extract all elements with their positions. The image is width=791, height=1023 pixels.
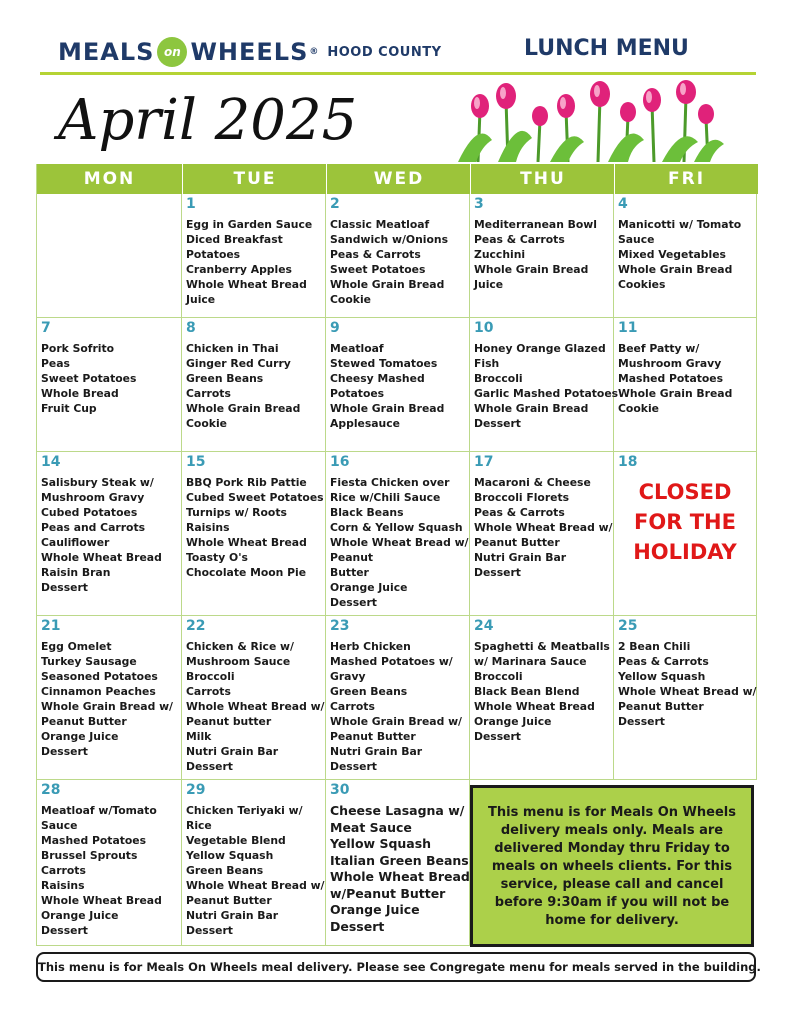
menu-item: Garlic Mashed Potatoes [474, 387, 619, 400]
menu-item: Beef Patty w/ [618, 342, 700, 355]
menu-item: Dessert [330, 596, 377, 609]
menu-item: Peanut Butter [41, 715, 127, 728]
day-cell-15 [182, 452, 326, 616]
menu-item: Whole Grain Bread [618, 263, 733, 276]
menu-item: Whole Wheat Bread [186, 536, 307, 549]
date-number: 4 [618, 196, 628, 212]
menu-item: Yellow Squash [618, 670, 706, 683]
day-cell-empty [37, 194, 182, 318]
menu-item: Mushroom Sauce [186, 655, 291, 668]
menu-item: Chicken & Rice w/ [186, 640, 294, 653]
menu-item: Butter [330, 566, 369, 579]
menu-item: Mashed Potatoes [618, 372, 724, 385]
menu-item: Dessert [474, 566, 521, 579]
menu-item: Dessert [330, 760, 377, 773]
menu-item: Turnips w/ Roots [186, 506, 287, 519]
menu-items [330, 803, 470, 935]
menu-item: Dessert [474, 730, 521, 743]
menu-items [186, 803, 325, 938]
menu-item: Mushroom Gravy [618, 357, 722, 370]
day-cell-23 [326, 616, 470, 780]
header [40, 32, 756, 72]
day-cell-21 [37, 616, 182, 780]
closed-line: FOR THE [634, 510, 736, 534]
menu-item: Juice [474, 278, 504, 291]
menu-item: Peas and Carrots [41, 521, 146, 534]
day-cell-14 [37, 452, 182, 616]
date-number: 18 [618, 454, 638, 470]
menu-item: Toasty O's [186, 551, 248, 564]
menu-item: Cubed Sweet Potatoes [186, 491, 324, 504]
menu-item: Diced Breakfast [186, 233, 283, 246]
menu-item: Carrots [186, 387, 231, 400]
date-number: 25 [618, 618, 638, 634]
menu-item: Dessert [186, 760, 233, 773]
menu-item: Macaroni & Cheese [474, 476, 591, 489]
month-title: April 2025 [58, 88, 358, 153]
menu-item: Italian Green Beans [330, 852, 469, 868]
menu-item: Zucchini [474, 248, 526, 261]
menu-item: Broccoli [474, 670, 523, 683]
menu-item: Cauliflower [41, 536, 110, 549]
menu-item: Dessert [186, 924, 233, 937]
menu-items [330, 217, 465, 307]
menu-item: Chicken Teriyaki w/ [186, 804, 303, 817]
day-cell-3 [470, 194, 614, 318]
menu-items [330, 341, 465, 431]
menu-item: Peanut Butter [474, 536, 560, 549]
menu-item: Whole Wheat Bread [41, 894, 162, 907]
day-cell-29 [182, 780, 326, 946]
menu-items [186, 341, 321, 431]
menu-item: Egg in Garden Sauce [186, 218, 313, 231]
menu-item: Meatloaf w/Tomato [41, 804, 157, 817]
menu-item: Herb Chicken [330, 640, 411, 653]
menu-item: Carrots [41, 864, 86, 877]
date-number: 16 [330, 454, 350, 470]
header-divider [40, 72, 756, 75]
menu-item: Whole Wheat Bread w/ [186, 879, 325, 892]
menu-item: Gravy [330, 670, 366, 683]
day-cell-24 [470, 616, 614, 780]
date-number: 10 [474, 320, 494, 336]
menu-item: Carrots [186, 685, 231, 698]
menu-item: Peas & Carrots [330, 248, 421, 261]
date-number: 23 [330, 618, 350, 634]
date-number: 24 [474, 618, 494, 634]
menu-item: 2 Bean Chili [618, 640, 691, 653]
day-cell-16 [326, 452, 470, 616]
menu-item: Milk [186, 730, 212, 743]
menu-item: Whole Grain Bread [474, 263, 589, 276]
menu-item: Honey Orange Glazed [474, 342, 606, 355]
menu-item: Whole Grain Bread [330, 278, 445, 291]
menu-item: Cheesy Mashed [330, 372, 425, 385]
day-header-fri: FRI [614, 164, 758, 194]
date-number: 7 [41, 320, 51, 336]
brand-logo [58, 37, 441, 67]
delivery-info-box: This menu is for Meals On Wheels delivery meals only. Meals are delivered Monday thru Friday to meals on wheels clients. For this service, please call and cancel before 9:30am if you will not be home for delivery. [470, 785, 754, 947]
menu-item: Green Beans [330, 685, 408, 698]
menu-item: Raisins [41, 879, 85, 892]
menu-item: Sauce [41, 819, 78, 832]
closed-line: CLOSED [638, 480, 732, 504]
menu-item: BBQ Pork Rib Pattie [186, 476, 307, 489]
menu-item: Peas & Carrots [474, 233, 565, 246]
date-number: 30 [330, 782, 350, 798]
menu-item: Yellow Squash [186, 849, 274, 862]
menu-item: Orange Juice [41, 909, 119, 922]
day-cell-18 [614, 452, 757, 616]
menu-item: Turkey Sausage [41, 655, 137, 668]
menu-item: Peanut [330, 551, 374, 564]
menu-item: Cookies [618, 278, 666, 291]
menu-item: Black Beans [330, 506, 404, 519]
date-number: 8 [186, 320, 196, 336]
menu-item: Rice [186, 819, 212, 832]
day-cell-7 [37, 318, 182, 452]
menu-item: Yellow Squash [330, 836, 432, 851]
menu-item: Seasoned Potatoes [41, 670, 158, 683]
day-cell-30 [326, 780, 470, 946]
menu-item: Nutri Grain Bar [330, 745, 423, 758]
menu-items [186, 217, 321, 307]
menu-item: Sauce [618, 233, 655, 246]
menu-title: LUNCH MENU [524, 36, 689, 61]
menu-item: Fiesta Chicken over [330, 476, 450, 489]
menu-items [474, 217, 609, 292]
menu-items [474, 639, 609, 744]
day-cell-4 [614, 194, 757, 318]
menu-item: Chicken in Thai [186, 342, 279, 355]
menu-item: Potatoes [330, 387, 385, 400]
menu-item: Orange Juice [474, 715, 552, 728]
menu-item: Whole Wheat Bread w/ [474, 521, 613, 534]
menu-items [330, 475, 469, 610]
closed-line: HOLIDAY [633, 540, 737, 564]
menu-item: Whole Grain Bread [474, 402, 589, 415]
menu-item: Peanut Butter [186, 894, 272, 907]
menu-item: Whole Bread [41, 387, 119, 400]
date-number: 17 [474, 454, 494, 470]
menu-item: Cookie [618, 402, 659, 415]
day-cell-1 [182, 194, 326, 318]
date-number: 22 [186, 618, 206, 634]
date-number: 3 [474, 196, 484, 212]
brand-county: HOOD COUNTY [327, 44, 442, 60]
menu-item: Dessert [618, 715, 665, 728]
date-number: 28 [41, 782, 61, 798]
menu-items [41, 475, 177, 595]
day-header-thu: THU [470, 164, 615, 194]
brand-meals: MEALS [58, 38, 155, 66]
menu-item: w/ Marinara Sauce [474, 655, 587, 668]
menu-item: Whole Grain Bread [330, 402, 445, 415]
menu-items [186, 475, 324, 580]
tulips-illustration [458, 80, 726, 162]
menu-item: Orange Juice [41, 730, 119, 743]
menu-item: Whole Grain Bread w/ [330, 715, 462, 728]
day-cell-11 [614, 318, 757, 452]
menu-item: Cookie [330, 293, 371, 306]
day-cell-2 [326, 194, 470, 318]
day-cell-28 [37, 780, 182, 946]
menu-item: Cookie [186, 417, 227, 430]
menu-items [330, 639, 465, 774]
menu-item: Peas [41, 357, 70, 370]
menu-item: Pork Sofrito [41, 342, 115, 355]
menu-item: Raisins [186, 521, 230, 534]
menu-item: Whole Grain Bread [618, 387, 733, 400]
menu-item: Orange Juice [330, 581, 408, 594]
menu-items [474, 475, 613, 580]
menu-item: Mixed Vegetables [618, 248, 726, 261]
menu-item: Whole Wheat Bread [330, 869, 470, 884]
menu-item: Nutri Grain Bar [474, 551, 567, 564]
menu-item: Dessert [330, 918, 385, 934]
menu-item: Sweet Potatoes [41, 372, 137, 385]
day-header-tue: TUE [182, 164, 327, 194]
menu-item: Broccoli [186, 670, 235, 683]
day-cell-9 [326, 318, 470, 452]
menu-item: Manicotti w/ Tomato [618, 218, 742, 231]
menu-item: Whole Wheat Bread w/ [618, 685, 757, 698]
menu-item: Egg Omelet [41, 640, 112, 653]
menu-item: Potatoes [186, 248, 241, 261]
menu-item: Brussel Sprouts [41, 849, 138, 862]
closed-notice [618, 477, 752, 567]
menu-item: Raisin Bran [41, 566, 111, 579]
menu-item: Stewed Tomatoes [330, 357, 438, 370]
menu-item: Cubed Potatoes [41, 506, 138, 519]
menu-item: Green Beans [186, 372, 264, 385]
day-cell-22 [182, 616, 326, 780]
menu-item: Mashed Potatoes w/ [330, 655, 453, 668]
menu-item: Dessert [41, 924, 88, 937]
menu-item: Sandwich w/Onions [330, 233, 449, 246]
day-cell-10 [470, 318, 619, 452]
date-number: 11 [618, 320, 638, 336]
menu-item: Nutri Grain Bar [186, 909, 279, 922]
menu-item: Peas & Carrots [618, 655, 709, 668]
menu-item: Mushroom Gravy [41, 491, 145, 504]
day-cell-17 [470, 452, 614, 616]
menu-item: Whole Grain Bread [186, 402, 301, 415]
date-number: 1 [186, 196, 196, 212]
menu-item: Corn & Yellow Squash [330, 521, 463, 534]
menu-items [41, 639, 177, 759]
menu-item: Whole Wheat Bread [41, 551, 162, 564]
menu-item: Whole Wheat Bread [474, 700, 595, 713]
menu-items [618, 217, 752, 292]
menu-item: Mashed Potatoes [41, 834, 147, 847]
menu-item: Peas & Carrots [474, 506, 565, 519]
day-header-mon: MON [37, 164, 182, 194]
menu-items [41, 341, 177, 416]
day-cell-25 [614, 616, 757, 780]
brand-registered: ® [309, 47, 320, 57]
menu-item: Cinnamon Peaches [41, 685, 156, 698]
menu-item: Cheese Lasagna w/ [330, 803, 465, 818]
menu-item: Carrots [330, 700, 375, 713]
menu-item: Juice [186, 293, 216, 306]
menu-item: Whole Wheat Bread w/ [330, 536, 469, 549]
day-header-wed: WED [326, 164, 471, 194]
menu-items [186, 639, 325, 774]
menu-item: Classic Meatloaf [330, 218, 430, 231]
menu-item: Meatloaf [330, 342, 384, 355]
menu-item: Rice w/Chili Sauce [330, 491, 441, 504]
brand-wheels: WHEELS [190, 38, 309, 66]
date-number: 29 [186, 782, 206, 798]
menu-item: Applesauce [330, 417, 400, 430]
menu-item: Peanut Butter [330, 730, 416, 743]
date-number: 2 [330, 196, 340, 212]
menu-items [618, 639, 757, 729]
menu-item: Green Beans [186, 864, 264, 877]
menu-item: Dessert [41, 581, 88, 594]
menu-item: Mediterranean Bowl [474, 218, 597, 231]
date-number: 15 [186, 454, 206, 470]
date-number: 14 [41, 454, 61, 470]
footer-note: This menu is for Meals On Wheels meal delivery. Please see Congregate menu for meals served in the building. [36, 952, 756, 982]
menu-item: Nutri Grain Bar [186, 745, 279, 758]
menu-item: Whole Grain Bread w/ [41, 700, 173, 713]
menu-item: Vegetable Blend [186, 834, 286, 847]
date-number: 9 [330, 320, 340, 336]
menu-item: Whole Wheat Bread [186, 278, 307, 291]
menu-item: w/Peanut Butter [330, 885, 446, 901]
menu-items [474, 341, 619, 431]
menu-item: Salisbury Steak w/ [41, 476, 154, 489]
date-number: 21 [41, 618, 61, 634]
menu-item: Black Bean Blend [474, 685, 580, 698]
menu-item: Spaghetti & Meatballs [474, 640, 610, 653]
menu-item: Broccoli [474, 372, 523, 385]
menu-item: Orange Juice [330, 902, 420, 917]
menu-item: Meat Sauce [330, 819, 412, 835]
menu-item: Fish [474, 357, 500, 370]
menu-item: Fruit Cup [41, 402, 97, 415]
menu-item: Dessert [474, 417, 521, 430]
day-cell-8 [182, 318, 326, 452]
menu-items [41, 803, 177, 938]
menu-item: Sweet Potatoes [330, 263, 426, 276]
menu-item: Ginger Red Curry [186, 357, 291, 370]
menu-item: Peanut butter [186, 715, 272, 728]
brand-on-circle: on [157, 37, 187, 67]
date-number [41, 196, 177, 213]
menu-item: Dessert [41, 745, 88, 758]
menu-item: Broccoli Florets [474, 491, 570, 504]
menu-item: Chocolate Moon Pie [186, 566, 307, 579]
menu-item: Peanut Butter [618, 700, 704, 713]
menu-items [618, 341, 752, 416]
menu-item: Cranberry Apples [186, 263, 292, 276]
menu-item: Whole Wheat Bread w/ [186, 700, 325, 713]
